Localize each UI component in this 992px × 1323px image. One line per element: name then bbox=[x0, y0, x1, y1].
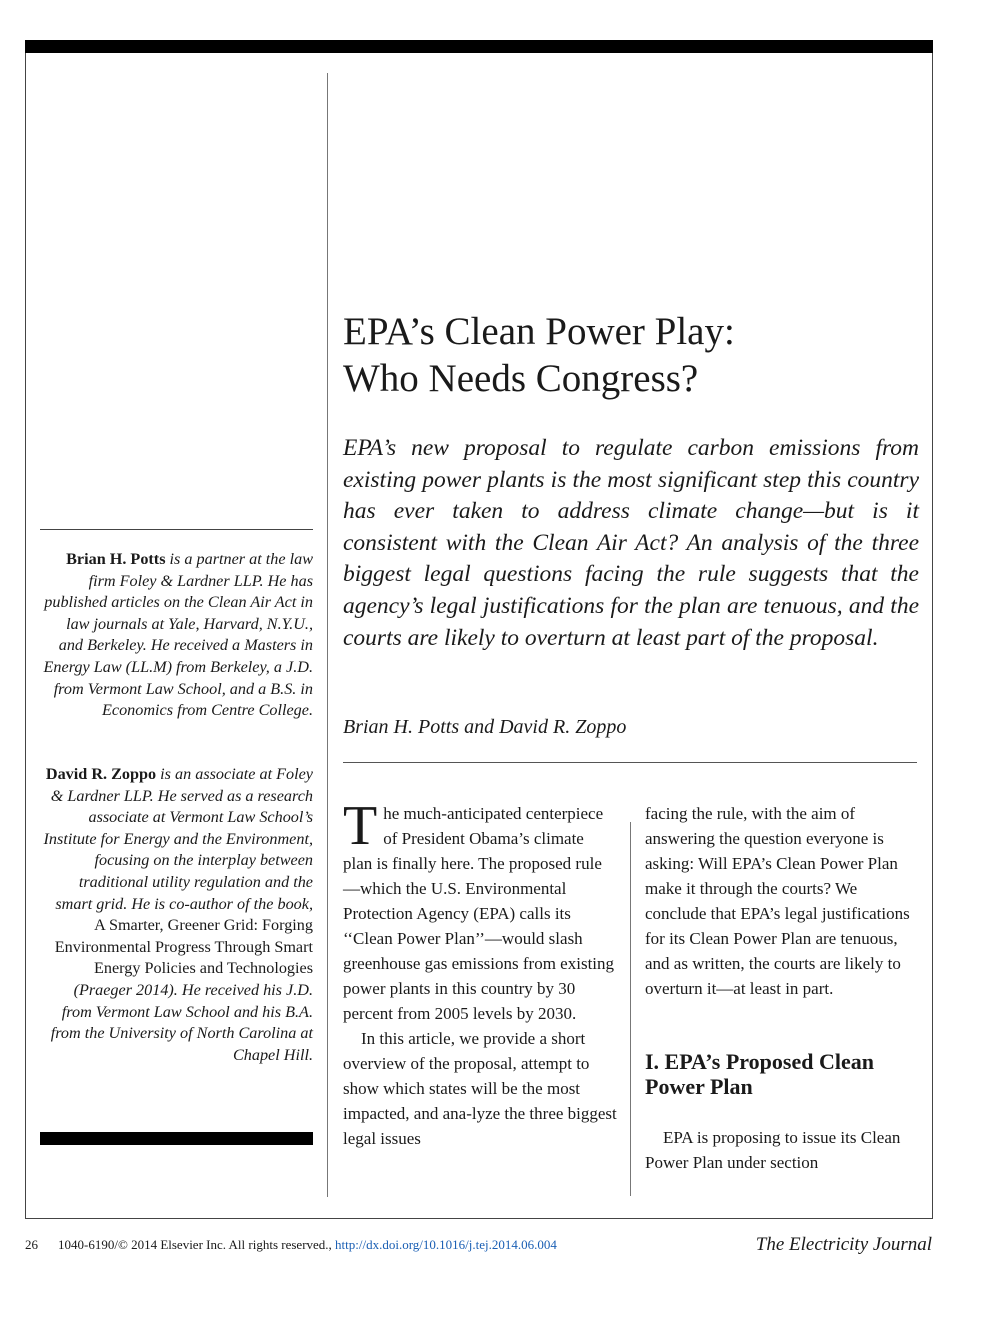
drop-cap: T bbox=[343, 795, 378, 857]
paragraph: In this article, we provide a short overview of the proposal, attempt to show which states will be the most impacted, and ana-lyze the three biggest legal issues bbox=[343, 1029, 617, 1148]
paragraph: facing the rule, with the aim of answering the question everyone is asking: Will EPA’s Clean Power Plan make it through the courts? We conclude that EPA’s legal justifications for its Clean Power Plan are tenuous, and as written, the courts are likely to overturn it—at least in part. bbox=[645, 804, 910, 998]
title-line: EPA’s Clean Power Play: bbox=[343, 310, 735, 353]
doi-link[interactable]: http://dx.doi.org/10.1016/j.tej.2014.06.004 bbox=[335, 1237, 557, 1252]
bio-name: David R. Zoppo bbox=[45, 765, 157, 783]
body-column-2 bbox=[645, 801, 921, 1175]
bio-bottom-bar bbox=[40, 1132, 313, 1145]
article-abstract: EPA’s new proposal to regulate carbon emissions from existing power plants is the most significant step this country has ever taken to address climate change—but is it consistent with the Clean Air Act? An analysis of the three biggest legal questions facing the rule suggests that the agency’s legal justifications for the plan are tenuous, and the courts are likely to overturn at least part of the proposal. bbox=[343, 435, 919, 651]
byline-rule bbox=[343, 762, 917, 763]
column-divider bbox=[327, 73, 328, 1197]
body-column-divider bbox=[630, 822, 631, 1196]
page-number: 26 bbox=[25, 1237, 38, 1252]
book-title: A Smarter, Greener Grid: Forging Environmental Progress Through Smart Energy Policies and Technologies bbox=[54, 916, 313, 978]
bio-rule bbox=[40, 529, 313, 530]
body-column-1 bbox=[343, 795, 617, 1151]
bio-text: is a partner at the law firm Foley & Lardner LLP. He has published articles on the Clean Air Act in law journals at Yale, Harvard, N.Y.U., and Berkeley. He received a Masters in Energy Law (LL.M) from Berkeley, a J.D. from Vermont Law School, and a B.S. in Economics from Centre College. bbox=[43, 550, 313, 720]
bio-name: Brian H. Potts bbox=[66, 550, 166, 568]
bio-text: (Praeger 2014). He received his J.D. from Vermont Law School and his B.A. from the University of North Carolina at Chapel Hill. bbox=[50, 980, 313, 1064]
paragraph-text: he much-anticipated centerpiece of President Obama’s climate plan is finally here. The proposed rule—which the U.S. Environmental Protection Agency (EPA) calls its ‘‘Clean Power Plan’’—would slash greenhouse gas emissions from existing power plants in this country by 30 percent from 2005 levels by 2030. bbox=[343, 804, 615, 1023]
top-rule bbox=[25, 40, 933, 53]
author-bio-zoppo bbox=[40, 764, 313, 1066]
section-heading: I. EPA’s Proposed Clean Power Plan bbox=[645, 1049, 874, 1099]
copyright-text: 1040-6190/© 2014 Elsevier Inc. All rights reserved., bbox=[58, 1237, 336, 1252]
journal-name: The Electricity Journal bbox=[755, 1234, 932, 1255]
paragraph bbox=[343, 795, 617, 1026]
byline: Brian H. Potts and David R. Zoppo bbox=[343, 716, 627, 738]
title-line: Who Needs Congress? bbox=[343, 357, 699, 400]
article-title bbox=[343, 308, 923, 402]
paragraph: EPA is proposing to issue its Clean Power Plan under section bbox=[645, 1128, 901, 1172]
author-bio-potts bbox=[40, 549, 313, 722]
bio-text: is an associate at Foley & Lardner LLP. He served as a research associate at Vermont Law School’s Institute for Energy and the Environment, focusing on the interplay between traditional utility regulation and the smart grid. He is co-author of the book, bbox=[43, 765, 313, 913]
copyright-line bbox=[58, 1237, 557, 1253]
